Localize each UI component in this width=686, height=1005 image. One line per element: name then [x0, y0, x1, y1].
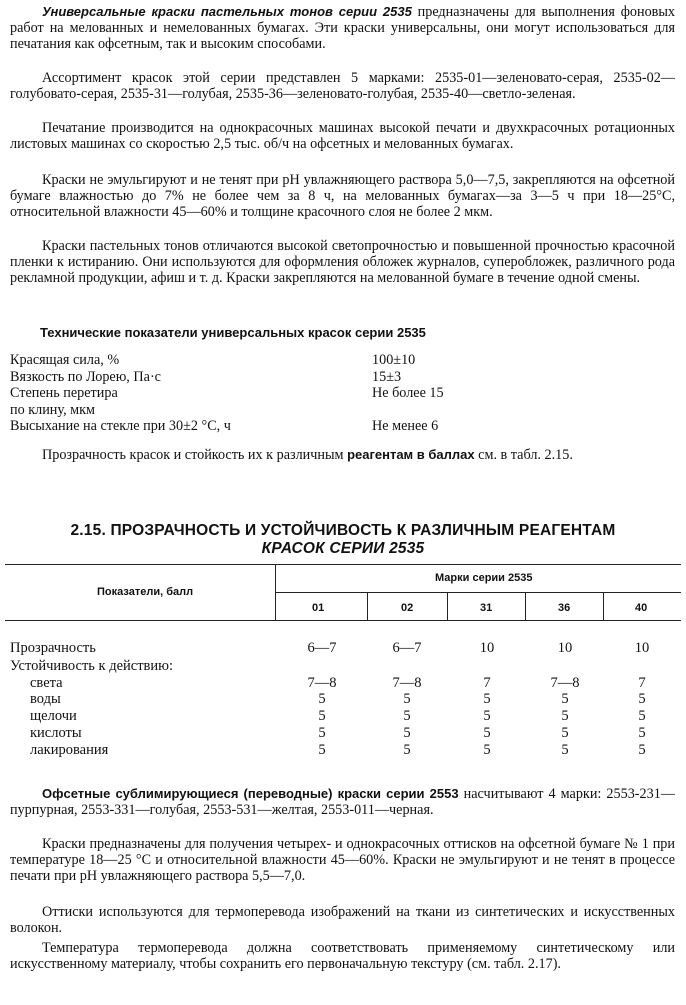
- spec-row: Высыхание на стекле при 30±2 °С, ч Не менее 6: [10, 418, 439, 434]
- specs-title: Технические показатели универсальных красок серии 2535: [40, 325, 426, 340]
- table-row-label: кислоты: [30, 725, 82, 741]
- table-rule-v: [525, 592, 526, 620]
- table-cell: 6—7: [307, 640, 337, 656]
- paragraph-3: Печатание производится на однокрасочных машинах высокой печати и двухкрасочных ротационных листовых машинах со скоростью 2,5 тыс. об/ч на офсетных и мелованных бумагах.: [10, 120, 675, 153]
- table-header-group: Марки серии 2535: [435, 572, 533, 584]
- paragraph-9: Оттиски используются для термоперевода изображений на ткани из синтетических и искусственных волокон.: [10, 904, 675, 937]
- table-title-line-2: КРАСОК СЕРИИ 2535: [261, 540, 425, 557]
- table-row-label: щелочи: [30, 708, 77, 724]
- paragraph-1: [10, 4, 675, 53]
- paragraph-10: Температура термоперевода должна соответствовать применяемому синтетическому или искусственному материалу, чтобы сохранить его первоначальную текстуру (см. табл. 2.17).: [10, 940, 675, 973]
- table-row-label: Устойчивость к действию:: [10, 658, 174, 674]
- table-cell: 5: [483, 742, 491, 758]
- table-rule-header-bottom: [5, 620, 681, 621]
- table-cell: 7—8: [392, 675, 422, 691]
- table-cell: 5: [561, 708, 569, 724]
- table-cell: 5: [638, 725, 646, 741]
- table-row-label: света: [30, 675, 63, 691]
- paragraph-5: Краски пастельных тонов отличаются высокой светопрочностью и повышенной прочностью красочной пленки к истиранию. Они используются для оформления обложек журналов, суперобложек, различного рода рекламной продукции, афиш и т. д. Краски закрепляются на мелованной бумаге в течение одной смены.: [10, 238, 675, 287]
- spec-row: по клину, мкм: [10, 401, 96, 418]
- paragraph-7: Офсетные сублимирующиеся (переводные) краски серии 2553 насчитывают 4 марки: 2553-231—пурпурная, 2553-331—голубая, 2553-531—желтая, 2553-011—черная.: [10, 786, 675, 819]
- table-row-label: воды: [30, 691, 61, 707]
- paragraph-8: Краски предназначены для получения четырех- и однокрасочных оттисков на офсетной бумаге № 1 при температуре 18—25 °С и относительной влажности 45—60%. Краски не эмульгируют и не тенят в процессе печати при рН увлажняющего раствора 5,5—7,0.: [10, 836, 675, 885]
- spec-row: Вязкость по Лорею, Па·с 15±3: [10, 368, 402, 385]
- table-cell: 10: [479, 640, 495, 656]
- table-cell: 7: [638, 675, 646, 691]
- table-cell: 5: [638, 708, 646, 724]
- table-cell: 7—8: [307, 675, 337, 691]
- table-cell: 5: [403, 725, 411, 741]
- table-cell: 5: [318, 691, 326, 707]
- table-header-col: 31: [480, 602, 493, 614]
- table-rule-v: [603, 592, 604, 620]
- paragraph-4: Краски не эмульгируют и не тенят при рН увлажняющего раствора 5,0—7,5, закрепляются на офсетной бумаге влажностью до 7% не более чем за 8 ч, на мелованных бумагах—за 3—5 ч при 18—25°С, относительной влажности 45—60% и толщине красочного слоя не более 2 мкм.: [10, 172, 675, 221]
- table-cell: 10: [634, 640, 650, 656]
- paragraph-2: Ассортимент красок этой серии представлен 5 марками: 2535-01—зеленовато-серая, 2535-02—голубовато-серая, 2535-31—голубая, 2535-36—зеленовато-голубая, 2535-40—светло-зеленая.: [10, 70, 675, 103]
- table-row-label: Прозрачность: [10, 640, 96, 656]
- table-cell: 7: [483, 675, 491, 691]
- table-header-col: 36: [558, 602, 571, 614]
- spec-row: Красящая сила, % 100±10: [10, 352, 416, 368]
- table-header-col: 40: [635, 602, 648, 614]
- table-title-line-1: 2.15. ПРОЗРАЧНОСТЬ И УСТОЙЧИВОСТЬ К РАЗЛИЧНЫМ РЕАГЕНТАМ: [70, 522, 616, 539]
- table-cell: 5: [638, 691, 646, 707]
- table-cell: 6—7: [392, 640, 422, 656]
- table-cell: 5: [561, 742, 569, 758]
- table-cell: 5: [318, 742, 326, 758]
- table-rule-v: [275, 564, 276, 620]
- table-header-col: 02: [401, 602, 414, 614]
- table-cell: 5: [561, 691, 569, 707]
- specs-list: [10, 352, 610, 435]
- table-cell: 5: [483, 708, 491, 724]
- table-rule-v: [367, 592, 368, 620]
- table-cell: 5: [318, 725, 326, 741]
- table-rule-mid: [275, 592, 681, 593]
- table-cell: 10: [557, 640, 573, 656]
- table-cell: 5: [638, 742, 646, 758]
- table-cell: 5: [561, 725, 569, 741]
- table-header-indicator: Показатели, балл: [97, 586, 194, 598]
- table-cell: 5: [403, 691, 411, 707]
- table-rule-v: [447, 592, 448, 620]
- table-cell: 7—8: [550, 675, 580, 691]
- table-cell: 5: [318, 708, 326, 724]
- paragraph-1-bold: Универсальные краски пастельных тонов серии 2535: [42, 4, 412, 19]
- table-rule-top: [5, 564, 681, 565]
- spec-row: Степень перетира Не более 15: [10, 385, 444, 401]
- table-cell: 5: [483, 691, 491, 707]
- table-cell: 5: [483, 725, 491, 741]
- table-header-col: 01: [312, 602, 325, 614]
- table-cell: 5: [403, 708, 411, 724]
- paragraph-6: Прозрачность красок и стойкость их к различным реагентам в баллах см. в табл. 2.15.: [42, 447, 573, 463]
- table-cell: 5: [403, 742, 411, 758]
- table-row-label: лакирования: [30, 742, 109, 758]
- paragraph-1-text: предназначены для выполнения фоновых работ на мелованных и немелованных бумагах. Эти краски универсальны, они могут использоваться для печатания как офсетным, так и высоким способами.: [10, 4, 675, 53]
